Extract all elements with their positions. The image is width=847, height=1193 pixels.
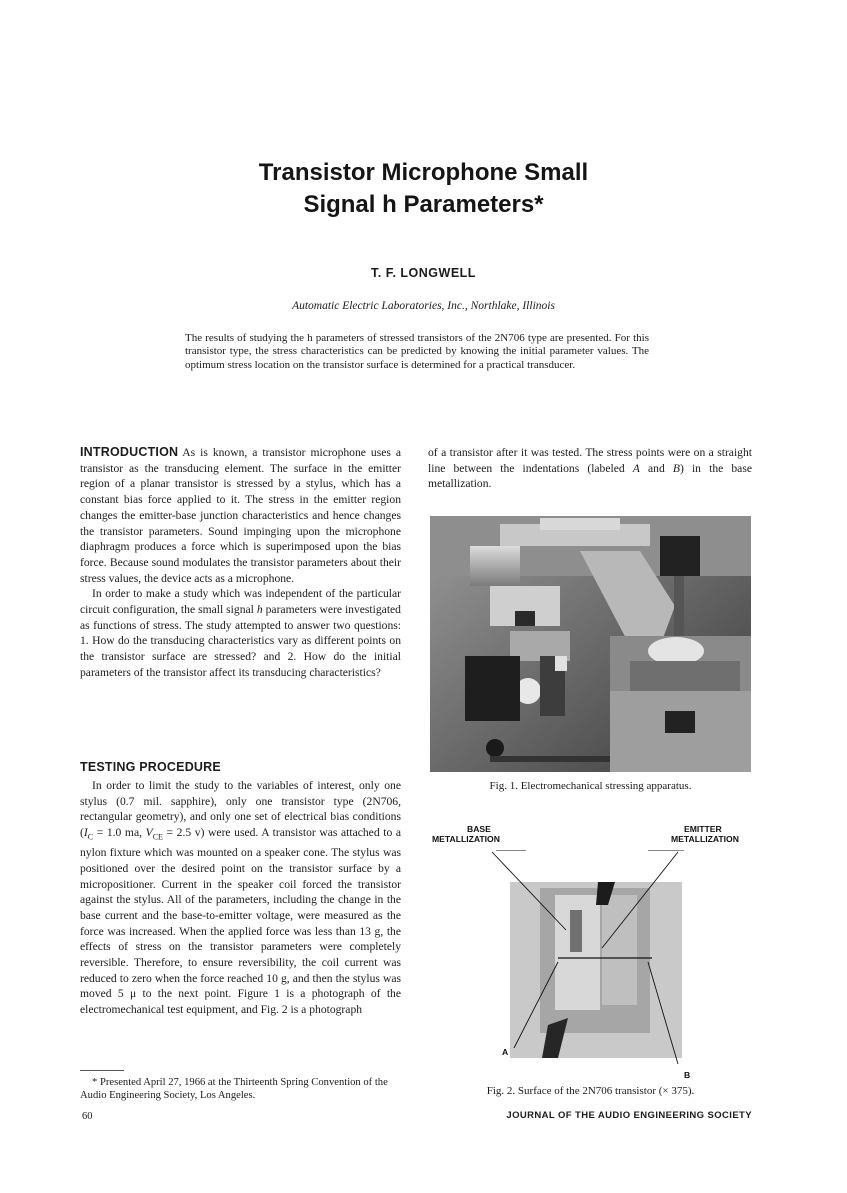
title-line-2: Signal h Parameters* <box>303 191 544 218</box>
testing-heading: TESTING PROCEDURE <box>80 760 221 774</box>
apparatus-illustration <box>430 516 751 772</box>
footnote <box>80 1077 401 1102</box>
emitter-label-line-2: METALLIZATION <box>671 834 739 844</box>
right-paragraph <box>428 445 752 492</box>
base-label-line-2: METALLIZATION <box>432 834 500 844</box>
ic-value: = 1.0 ma, <box>93 826 146 840</box>
intro-p2-h: h <box>256 603 263 617</box>
affiliation: Automatic Electric Laboratories, Inc., Northlake, Illinois <box>292 300 555 312</box>
figure-1-caption: Fig. 1. Electromechanical stressing apparatus. <box>489 780 692 792</box>
figure-2-photo <box>430 850 751 1080</box>
label-a-ref: A <box>632 461 640 475</box>
vce-value: = 2.5 v) <box>162 826 205 840</box>
intro-p1-text: As is known, a transistor microphone uses a transistor as the transducing element. The surface in the emitter region of a planar transistor is stressed by a stylus, which has a constant bias force applied to it. The stress in the emitter region changes the emitter-base junction characteristics and hence changes the transistor parameters. Sound impinging upon the microphone diaphragm produces a force which is superimposed upon the bias force. Because sound modulates the transistor parameters about their stress values, the device acts as a microphone. <box>80 446 401 585</box>
introduction-heading: INTRODUCTION <box>80 445 179 459</box>
fig2-label-a: A <box>502 1047 509 1057</box>
fig2-label-b: B <box>684 1070 691 1080</box>
intro-p2-text-b: parameters were investigated as functions of stress. The study attempted to answer two questions: 1. How do the transducing characteristics vary as different points on the transistor surface are stressed? and 2. How do the initial parameters of the transistor affect its transducing characteristics? <box>80 603 401 679</box>
testing-p1-text-b: were used. A transistor was attached to a nylon fixture which was mounted on a speaker cone. The stylus was positioned over the desired point on the transistor surface by a micropositioner. Current in the speaker coil forced the transistor against the stylus. All of the parameters, including the change in the base current and the base-to-emitter voltage, were measured as the force was increased. When the applied force was less than 13 g, the effects of stress on the transistor parameters were completely reversible. Therefore, to ensure reversibility, the coil current was reduced to zero when the force reached 10 g, and then the stylus was moved 5 μ to the next point. Figure 1 is a photograph of the electromechanical test equipment, and Fig. 2 is a photograph <box>80 826 401 1017</box>
ic-symbol: I <box>83 826 88 840</box>
abstract: The results of studying the h parameters of stressed transistors of the 2N706 type are presented. For this transistor type, the stress characteristics can be predicted by knowing the initial parameter values. The optimum stress location on the transistor surface is determined for a practical transducer. <box>185 332 649 371</box>
right-text-b: ) in the base metallization. <box>428 461 752 491</box>
footnote-rule <box>80 1070 124 1071</box>
vce-symbol: V <box>145 826 153 840</box>
emitter-label-line-1: EMITTER <box>684 824 722 834</box>
transistor-surface-illustration <box>430 850 751 1080</box>
testing-paragraph-1 <box>80 778 401 1018</box>
figure-2-caption: Fig. 2. Surface of the 2N706 transistor (× 375). <box>486 1085 695 1097</box>
introduction-section <box>80 445 401 681</box>
testing-section <box>80 778 401 1018</box>
intro-p2-text-a: In order to make a study which was independent of the particular circuit configuration, the small signal <box>80 587 401 617</box>
intro-paragraph-1 <box>80 445 401 586</box>
figure-1-photo <box>430 516 751 772</box>
page-number: 60 <box>82 1111 93 1122</box>
right-column-text <box>428 445 752 492</box>
title-line-1: Transistor Microphone Small <box>258 159 589 186</box>
vce-subscript: CE <box>152 832 163 842</box>
author: T. F. LONGWELL <box>371 266 476 280</box>
intro-paragraph-2 <box>80 586 401 680</box>
right-text-a: of a transistor after it was tested. The stress points were on a straight line between the indentations (labeled <box>428 446 752 475</box>
ic-subscript: C <box>87 832 94 842</box>
journal-name: JOURNAL OF THE AUDIO ENGINEERING SOCIETY <box>506 1110 752 1121</box>
paper-title <box>0 157 847 221</box>
right-text-and: and <box>648 461 665 475</box>
label-b-ref: B <box>672 461 680 475</box>
testing-p1-text-a: In order to limit the study to the variables of interest, only one stylus (0.7 mil. sapphire), only one transistor type (2N706, rectangular geometry), and only one set of electrical bias conditions ( <box>80 779 401 840</box>
base-label-line-1: BASE <box>467 824 491 834</box>
footnote-text: * Presented April 27, 1966 at the Thirteenth Spring Convention of the Audio Engineering Society, Los Angeles. <box>80 1077 388 1101</box>
